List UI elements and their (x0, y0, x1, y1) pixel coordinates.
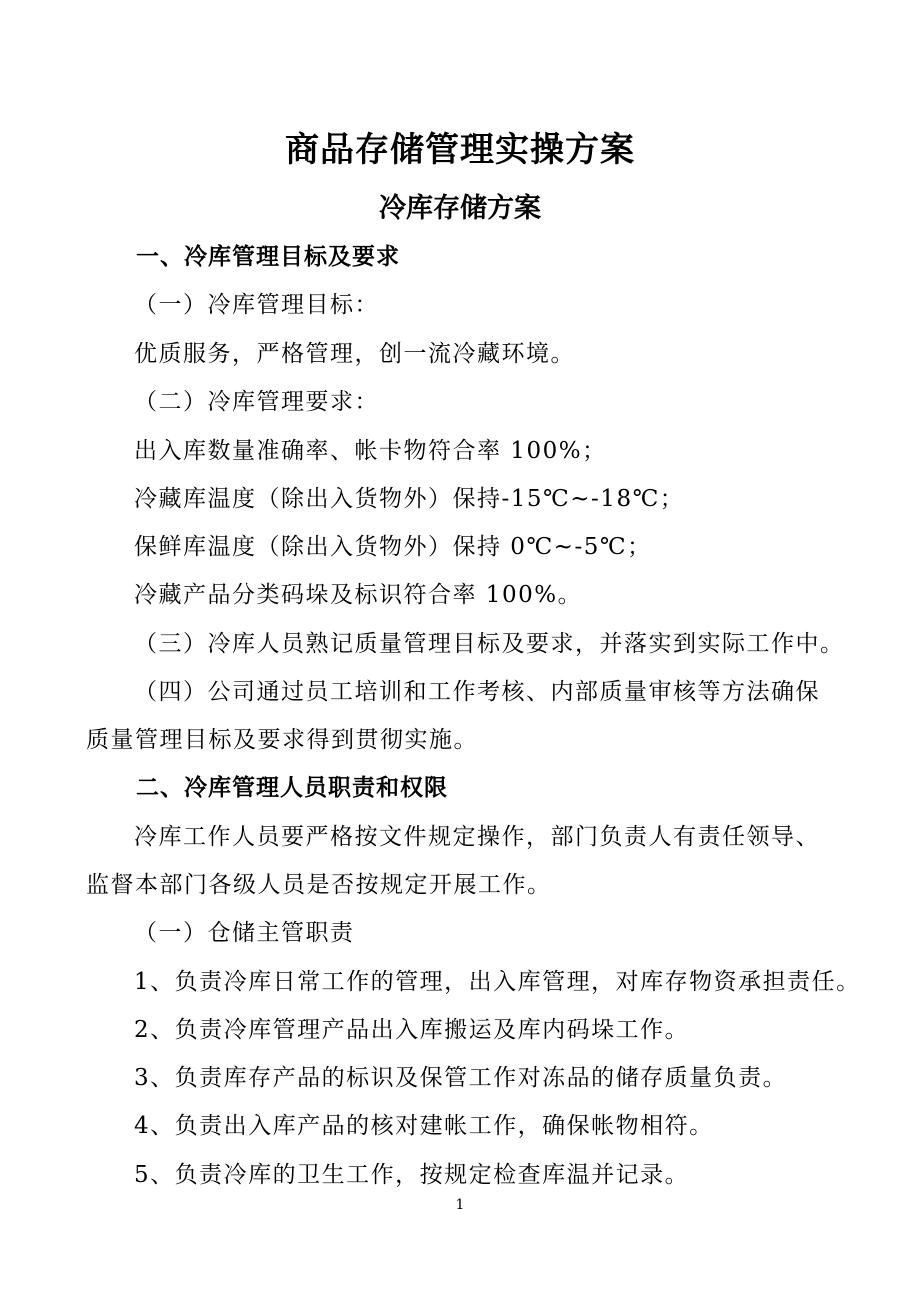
paragraph-management-goal: 优质服务，严格管理，创一流冷藏环境。 (134, 341, 575, 367)
paragraph-staff-duties-line-1: 冷库工作人员要严格按文件规定操作，部门负责人有责任领导、 (134, 824, 820, 850)
list-item-duty-2: 2、负责冷库管理产品出入库搬运及库内码垛工作。 (134, 1017, 690, 1043)
paragraph-supervisor-duties-label: （一）仓储主管职责 (134, 920, 355, 946)
document-subtitle: 冷库存储方案 (379, 193, 541, 224)
paragraph-training-line-1: （四）公司通过员工培训和工作考核、内部质量审核等方法确保 (134, 679, 820, 705)
section-2-heading: 二、冷库管理人员职责和权限 (136, 775, 448, 801)
paragraph-management-goal-label: （一）冷库管理目标： (134, 292, 379, 318)
list-item-duty-1: 1、负责冷库日常工作的管理，出入库管理，对库存物资承担责任。 (134, 969, 861, 995)
list-item-duty-4: 4、负责出入库产品的核对建帐工作，确保帐物相符。 (134, 1113, 714, 1139)
paragraph-training-line-2: 质量管理目标及要求得到贯彻实施。 (86, 727, 478, 753)
paragraph-staff-duties-line-2: 监督本部门各级人员是否按规定开展工作。 (86, 872, 552, 898)
paragraph-freezer-temperature: 冷藏库温度（除出入货物外）保持-15℃~-18℃； (134, 486, 685, 512)
paragraph-stacking-rate: 冷藏产品分类码垛及标识符合率 100%。 (134, 582, 583, 608)
document-title: 商品存储管理实操方案 (285, 130, 635, 170)
section-1-heading: 一、冷库管理目标及要求 (136, 244, 400, 270)
page-number: 1 (455, 1197, 465, 1213)
paragraph-fresh-storage-temperature: 保鲜库温度（除出入货物外）保持 0℃~-5℃； (134, 534, 652, 560)
list-item-duty-5: 5、负责冷库的卫生工作，按规定检查库温并记录。 (134, 1162, 690, 1188)
paragraph-staff-goals: （三）冷库人员熟记质量管理目标及要求，并落实到实际工作中。 (134, 631, 845, 657)
paragraph-accuracy-rate: 出入库数量准确率、帐卡物符合率 100%； (134, 438, 607, 464)
list-item-duty-3: 3、负责库存产品的标识及保管工作对冻品的储存质量负责。 (134, 1065, 788, 1091)
paragraph-management-requirements-label: （二）冷库管理要求： (134, 389, 379, 415)
